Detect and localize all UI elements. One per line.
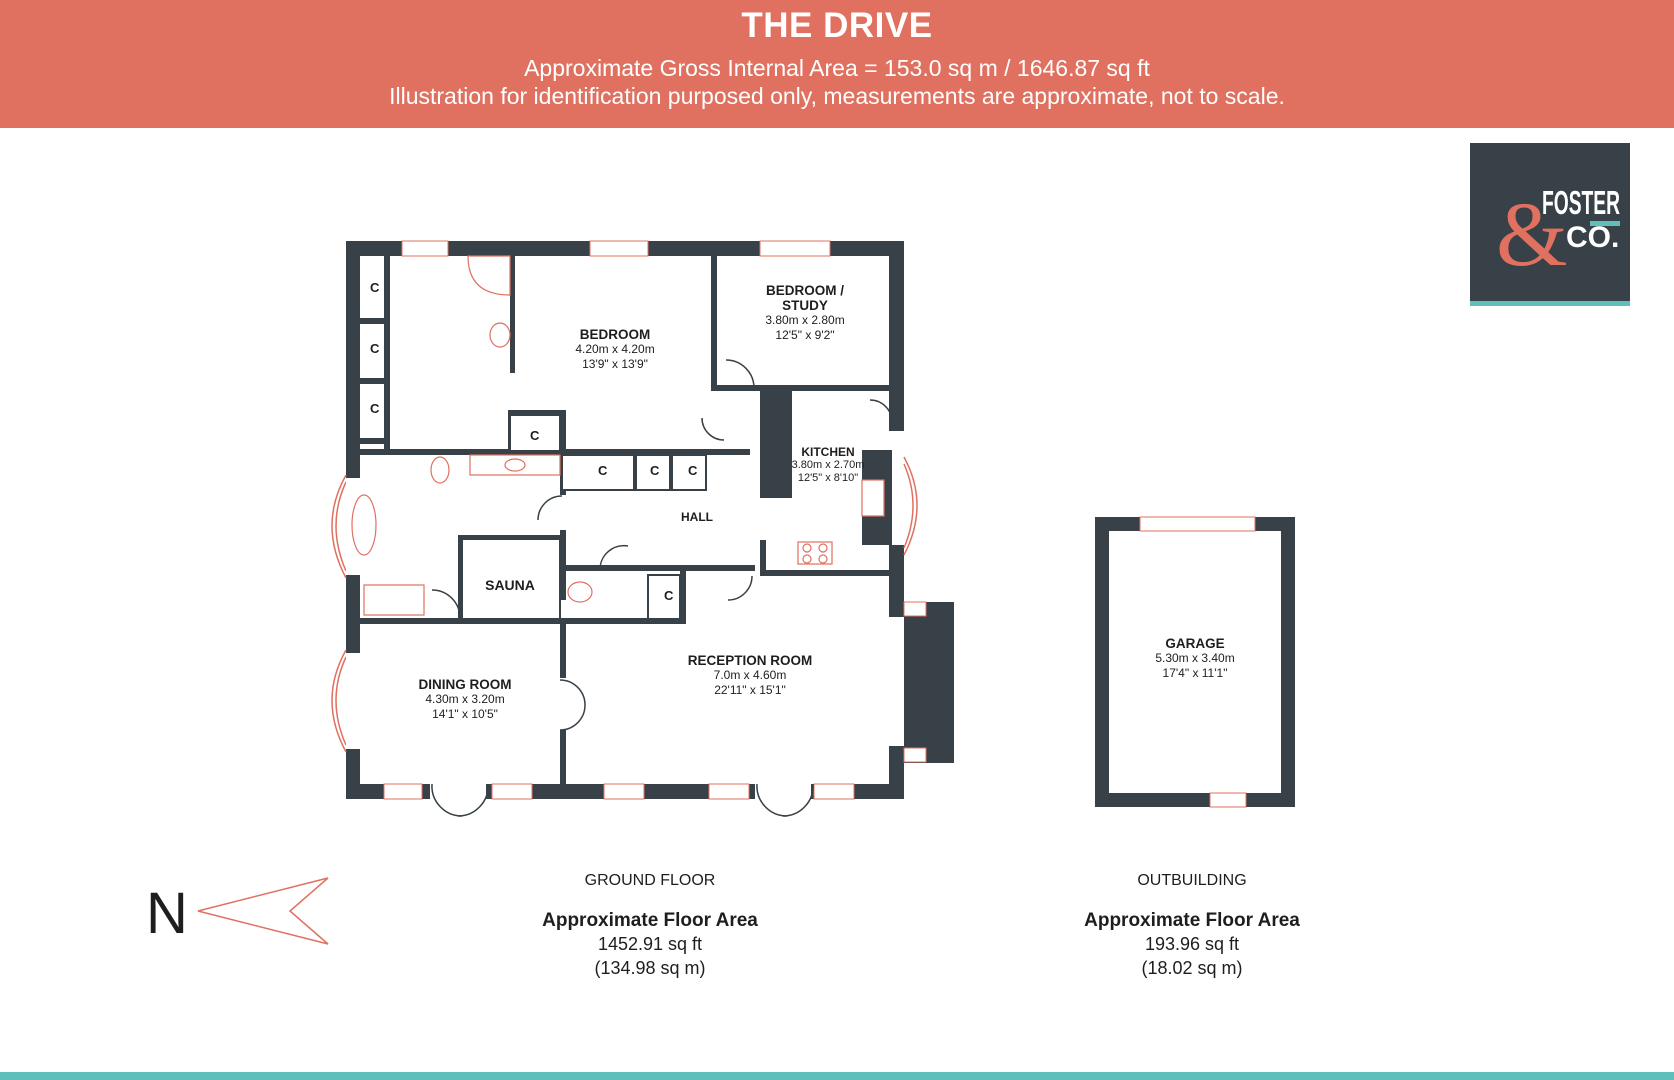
floor-area-heading: Approximate Floor Area — [542, 910, 758, 931]
room-sauna — [470, 578, 550, 593]
north-label: N — [146, 881, 188, 946]
floor-area-sqm: (134.98 sq m) — [594, 958, 706, 978]
room-name: KITCHEN — [801, 445, 855, 459]
cupboard-label: C — [370, 341, 380, 356]
room-metric: 3.80m x 2.80m — [765, 313, 845, 327]
cupboard-label: C — [688, 463, 698, 478]
room-imperial: 13'9" x 13'9" — [582, 357, 648, 371]
room-metric: 4.30m x 3.20m — [425, 692, 505, 706]
room-imperial: 14'1" x 10'5" — [432, 707, 498, 721]
room-bedroom — [550, 327, 680, 372]
room-bedroom-study — [740, 283, 870, 343]
disclaimer-text: Illustration for identification purposed only, measurements are approximate, not to scale. — [389, 83, 1285, 109]
room-hall — [667, 510, 727, 525]
room-imperial: 12'5" x 9'2" — [775, 328, 835, 342]
room-imperial: 22'11" x 15'1" — [714, 683, 786, 697]
floor-area-heading: Approximate Floor Area — [1084, 910, 1300, 931]
floor-area-sqm: (18.02 sq m) — [1141, 958, 1243, 978]
room-name-line2: STUDY — [782, 298, 828, 313]
room-imperial: 12'5" x 8'10" — [797, 472, 859, 484]
cupboard-label: C — [650, 463, 660, 478]
room-garage — [1130, 636, 1260, 681]
room-reception — [660, 653, 840, 698]
north-arrow-icon — [198, 878, 328, 944]
cupboard-label: C — [598, 463, 608, 478]
outbuilding-caption — [1042, 872, 1342, 980]
room-name: SAUNA — [485, 577, 535, 593]
floor-area-sqft: 1452.91 sq ft — [597, 934, 703, 954]
room-dining — [395, 677, 535, 722]
floor-area-sqft: 193.96 sq ft — [1144, 934, 1240, 954]
room-metric: 3.80m x 2.70m — [791, 459, 865, 471]
room-name: GARAGE — [1165, 636, 1225, 651]
cupboard-label: C — [370, 280, 380, 295]
cupboard-label: C — [530, 428, 540, 443]
cupboard-label: C — [664, 588, 674, 603]
plan-title: THE DRIVE — [741, 6, 933, 45]
ground-floor-caption — [500, 872, 800, 980]
room-metric: 4.20m x 4.20m — [575, 342, 655, 356]
floor-name: GROUND FLOOR — [584, 872, 716, 889]
footer-teal-bar — [0, 1072, 1674, 1080]
room-name: DINING ROOM — [418, 677, 512, 692]
logo-co-text: CO. — [1566, 221, 1620, 254]
room-imperial: 17'4" x 11'1" — [1162, 666, 1228, 680]
room-name: RECEPTION ROOM — [687, 653, 813, 668]
room-name-line1: BEDROOM / — [765, 283, 844, 298]
cupboard-label: C — [370, 401, 380, 416]
floor-name: OUTBUILDING — [1137, 872, 1247, 889]
gross-area-text: Approximate Gross Internal Area = 153.0 sq m / 1646.87 sq ft — [524, 55, 1150, 81]
room-name: BEDROOM — [579, 327, 651, 342]
room-metric: 5.30m x 3.40m — [1155, 651, 1235, 665]
room-name: HALL — [681, 510, 713, 524]
logo-ampersand: & — [1496, 183, 1568, 285]
room-kitchen — [783, 446, 873, 485]
room-metric: 7.0m x 4.60m — [713, 668, 787, 682]
logo-foster-text: FOSTER — [1542, 184, 1621, 221]
